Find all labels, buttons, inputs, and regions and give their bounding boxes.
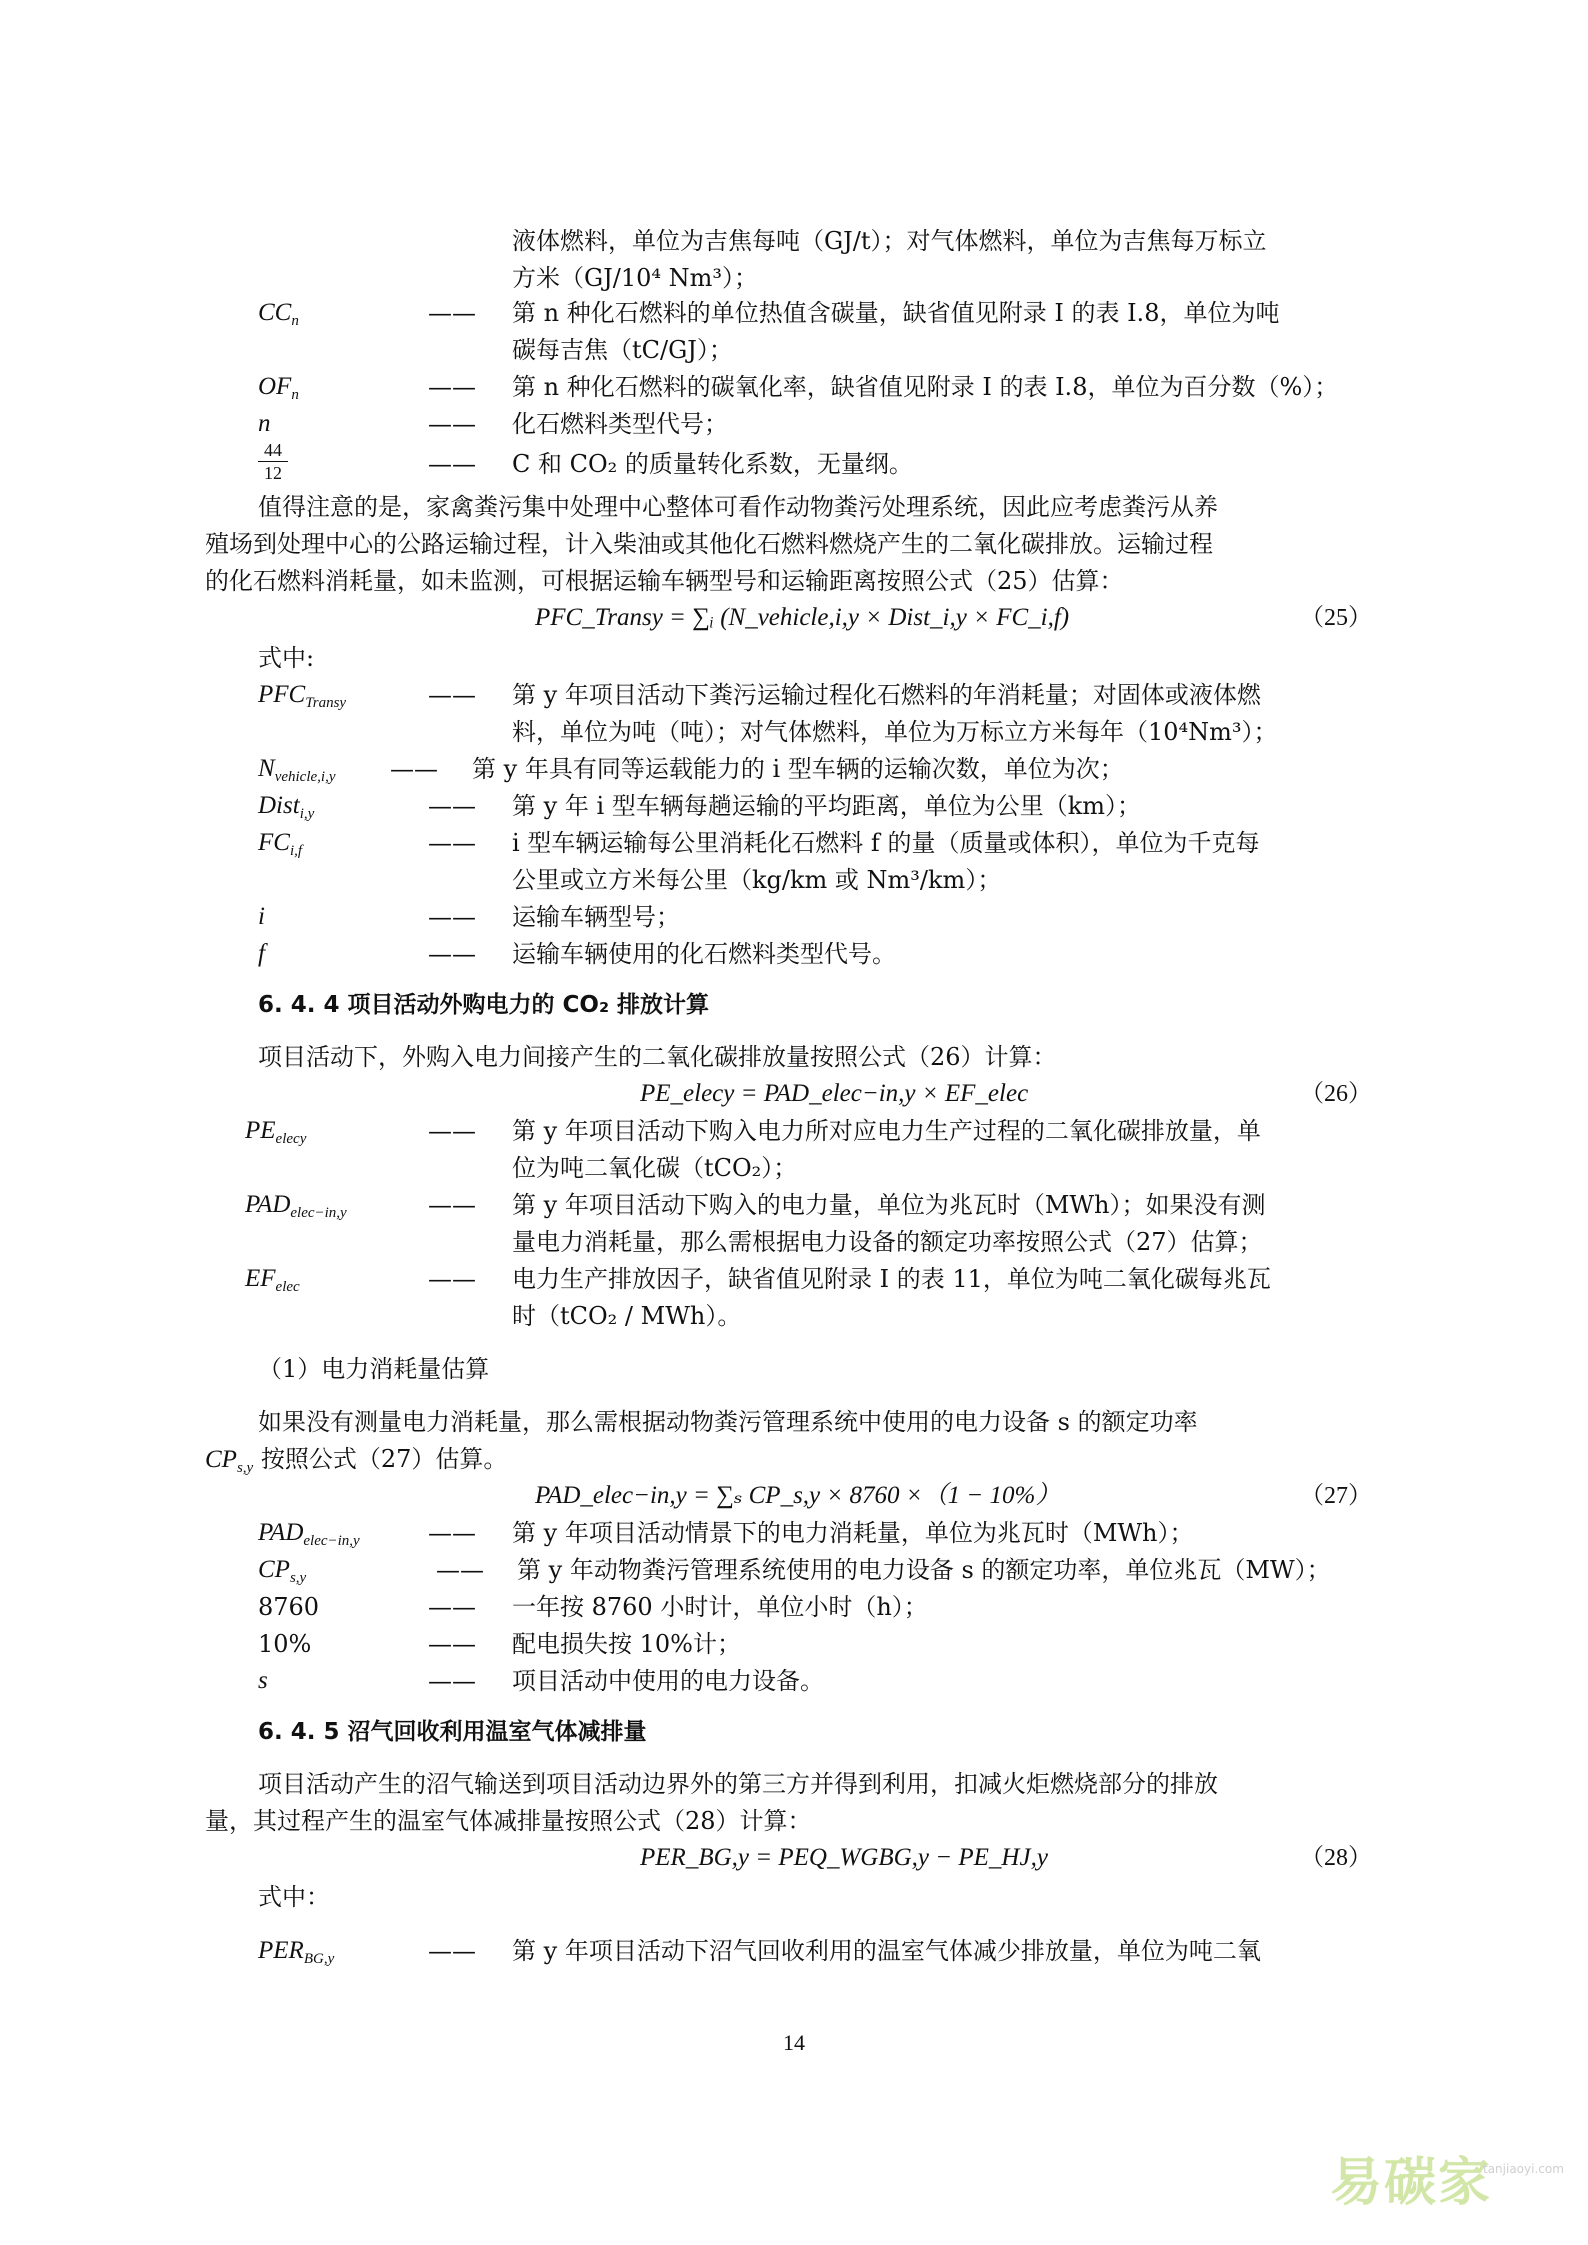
definition-text: 碳每吉焦（tC/GJ）； bbox=[512, 336, 733, 364]
symbol-8760: 8760 bbox=[258, 1593, 320, 1621]
definition-text: 一年按 8760 小时计，单位小时（h）； bbox=[512, 1593, 928, 1621]
dash: —— bbox=[428, 792, 476, 820]
symbol-fc: $FC_{i,f}$ bbox=[258, 829, 303, 859]
symbol-cc: $CC_n$ bbox=[258, 299, 299, 329]
symbol-pe: $PE_{elecy}$ bbox=[245, 1117, 307, 1147]
definition-text: 化石燃料类型代号； bbox=[512, 410, 728, 438]
dash: —— bbox=[428, 681, 476, 709]
paragraph-line: 值得注意的是，家禽粪污集中处理中心整体可看作动物粪污处理系统，因此应考虑粪污从养 bbox=[258, 493, 1218, 521]
definition-text: 运输车辆使用的化石燃料类型代号。 bbox=[512, 940, 896, 968]
dash: —— bbox=[428, 373, 476, 401]
definition-text: 电力生产排放因子，缺省值见附录 I 的表 11，单位为吨二氧化碳每兆瓦 bbox=[512, 1265, 1271, 1293]
label-shizhong: 式中： bbox=[258, 1883, 330, 1911]
symbol-pfc: $PFC_{Transy}$ bbox=[258, 681, 347, 711]
section-heading-6-4-4: 6. 4. 4 项目活动外购电力的 CO₂ 排放计算 bbox=[258, 992, 710, 1018]
dash: —— bbox=[428, 450, 476, 478]
paragraph-line: 量，其过程产生的温室气体减排量按照公式（28）计算： bbox=[205, 1807, 812, 1835]
dash: —— bbox=[428, 1630, 476, 1658]
definition-text: 配电损失按 10%计； bbox=[512, 1630, 741, 1658]
watermark-domain: tanjiaoyi.com bbox=[1483, 2162, 1564, 2176]
symbol-nvehicle: $N_{vehicle,i,y}$ bbox=[258, 755, 336, 785]
equation-25: PFC_Transy = ∑ᵢ (N_vehicle,i,y × Dist_i,y × FC_i,f) bbox=[535, 604, 1070, 631]
fraction-44-12: 44 12 bbox=[258, 440, 288, 483]
section-heading-6-4-5: 6. 4. 5 沼气回收利用温室气体减排量 bbox=[258, 1719, 647, 1745]
definition-text: 运输车辆型号； bbox=[512, 903, 680, 931]
equation-26: PE_elecy = PAD_elec−in,y × EF_elec bbox=[640, 1080, 1029, 1107]
definition-text: 第 n 种化石燃料的碳氧化率，缺省值见附录 I 的表 I.8，单位为百分数（%）； bbox=[512, 373, 1339, 401]
dash: —— bbox=[428, 1667, 476, 1695]
definition-text: C 和 CO₂ 的质量转化系数，无量纲。 bbox=[512, 450, 913, 478]
dash: —— bbox=[428, 1593, 476, 1621]
symbol-s: s bbox=[258, 1667, 268, 1694]
dash: —— bbox=[428, 903, 476, 931]
definition-text: 第 y 年项目活动下粪污运输过程化石燃料的年消耗量；对固体或液体燃 bbox=[512, 681, 1261, 709]
dash: —— bbox=[428, 1191, 476, 1219]
definition-text: 位为吨二氧化碳（tCO₂）； bbox=[512, 1154, 798, 1182]
paragraph-line: 项目活动产生的沼气输送到项目活动边界外的第三方并得到利用，扣减火炬燃烧部分的排放 bbox=[258, 1770, 1218, 1798]
definition-text: 第 y 年项目活动情景下的电力消耗量，单位为兆瓦时（MWh）； bbox=[512, 1519, 1194, 1547]
definition-text: 第 y 年项目活动下购入电力所对应电力生产过程的二氧化碳排放量，单 bbox=[512, 1117, 1261, 1145]
definition-text: i 型车辆运输每公里消耗化石燃料 f 的量（质量或体积），单位为千克每 bbox=[512, 829, 1260, 857]
definition-text: 第 y 年动物粪污管理系统使用的电力设备 s 的额定功率，单位兆瓦（MW）； bbox=[517, 1556, 1331, 1584]
dash: —— bbox=[428, 1937, 476, 1965]
symbol-cp: $CP_{s,y}$ bbox=[258, 1556, 307, 1586]
definition-text: 第 y 年 i 型车辆每趟运输的平均距离，单位为公里（km）； bbox=[512, 792, 1142, 820]
text-line: 方米（GJ/10⁴ Nm³）； bbox=[512, 264, 759, 292]
symbol-ef: $EF_{elec}$ bbox=[245, 1265, 300, 1295]
page-number: 14 bbox=[783, 2030, 805, 2055]
definition-text: 公里或立方米每公里（kg/km 或 Nm³/km）； bbox=[512, 866, 1002, 894]
paragraph-line: 如果没有测量电力消耗量，那么需根据动物粪污管理系统中使用的电力设备 s 的额定功率 bbox=[258, 1408, 1198, 1436]
subsection-label: （1）电力消耗量估算 bbox=[258, 1355, 490, 1383]
dash: —— bbox=[428, 829, 476, 857]
definition-text: 项目活动中使用的电力设备。 bbox=[512, 1667, 824, 1695]
definition-text: 第 y 年项目活动下购入的电力量，单位为兆瓦时（MWh）；如果没有测 bbox=[512, 1191, 1266, 1219]
equation-27: PAD_elec−in,y = ∑ₛ CP_s,y × 8760 ×（1 − 10%） bbox=[535, 1482, 1061, 1509]
watermark-logo: 易碳家 bbox=[1330, 2153, 1493, 2213]
paragraph-line: 项目活动下，外购入电力间接产生的二氧化碳排放量按照公式（26）计算： bbox=[258, 1043, 1057, 1071]
dash: —— bbox=[390, 755, 438, 783]
label-shizhong: 式中: bbox=[258, 644, 315, 672]
dash: —— bbox=[436, 1556, 484, 1584]
dash: —— bbox=[428, 1265, 476, 1293]
dash: —— bbox=[428, 1117, 476, 1145]
symbol-of: $OF_n$ bbox=[258, 373, 299, 403]
definition-text: 第 y 年具有同等运载能力的 i 型车辆的运输次数，单位为次； bbox=[472, 755, 1124, 783]
dash: —— bbox=[428, 299, 476, 327]
equation-number: （25） bbox=[1300, 605, 1372, 631]
paragraph-line: 殖场到处理中心的公路运输过程，计入柴油或其他化石燃料燃烧产生的二氧化碳排放。运输过程 bbox=[205, 530, 1213, 558]
definition-text: 料，单位为吨（吨）；对气体燃料，单位为万标立方米每年（10⁴Nm³）； bbox=[512, 718, 1278, 746]
symbol-dist: Dist$_{i,y}$ bbox=[258, 792, 315, 822]
dash: —— bbox=[428, 940, 476, 968]
symbol-i: i bbox=[258, 903, 265, 930]
symbol-pad: $PAD_{elec-in,y}$ bbox=[245, 1191, 347, 1221]
paragraph-line: $CP_{s,y}$ 按照公式（27）估算。 bbox=[205, 1445, 508, 1476]
definition-text: 时（tCO₂ / MWh）。 bbox=[512, 1302, 742, 1330]
equation-number: （26） bbox=[1300, 1081, 1372, 1107]
dash: —— bbox=[428, 410, 476, 438]
definition-text: 量电力消耗量，那么需根据电力设备的额定功率按照公式（27）估算； bbox=[512, 1228, 1263, 1256]
symbol-f: f bbox=[258, 940, 265, 967]
equation-number: （27） bbox=[1300, 1483, 1372, 1509]
symbol-per: $PER_{BG,y}$ bbox=[258, 1937, 335, 1967]
paragraph-line: 的化石燃料消耗量，如未监测，可根据运输车辆型号和运输距离按照公式（25）估算： bbox=[205, 567, 1124, 595]
symbol-10-percent: 10% bbox=[258, 1630, 312, 1658]
equation-number: （28） bbox=[1300, 1845, 1372, 1871]
equation-28: PER_BG,y = PEQ_WGBG,y − PE_HJ,y bbox=[640, 1844, 1048, 1871]
definition-text: 第 n 种化石燃料的单位热值含碳量，缺省值见附录 I 的表 I.8，单位为吨 bbox=[512, 299, 1280, 327]
dash: —— bbox=[428, 1519, 476, 1547]
text-line: 液体燃料，单位为吉焦每吨（GJ/t）；对气体燃料，单位为吉焦每万标立 bbox=[512, 227, 1267, 255]
symbol-pad: $PAD_{elec-in,y}$ bbox=[258, 1519, 360, 1549]
definition-text: 第 y 年项目活动下沼气回收利用的温室气体减少排放量，单位为吨二氧 bbox=[512, 1937, 1261, 1965]
symbol-n: n bbox=[258, 410, 271, 437]
